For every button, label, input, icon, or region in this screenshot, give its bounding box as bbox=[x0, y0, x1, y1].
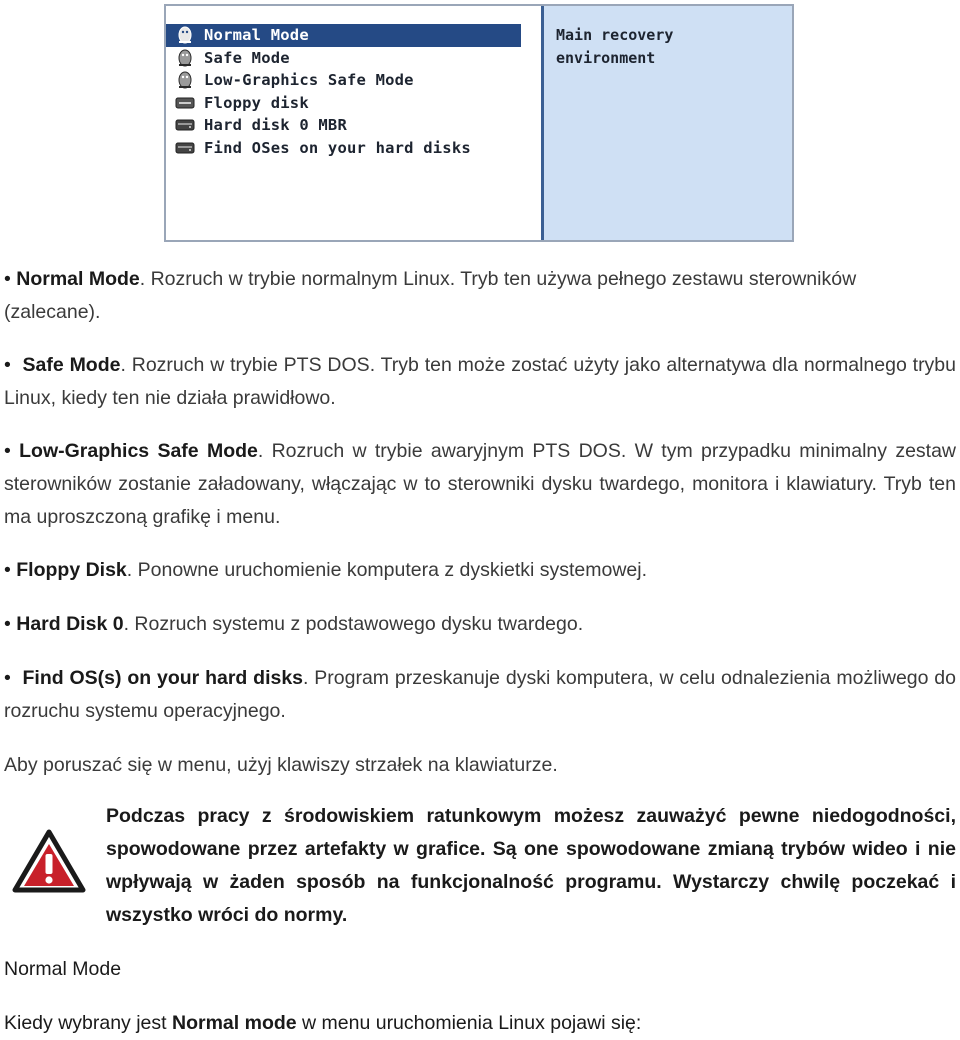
linux-penguin-icon bbox=[174, 49, 196, 67]
boot-item-safe-mode[interactable] bbox=[166, 47, 541, 70]
list-item-normal-mode bbox=[4, 263, 956, 329]
bullet: • bbox=[4, 667, 11, 689]
term-low-graphics-safe-mode: Low-Graphics Safe Mode bbox=[19, 440, 258, 462]
closing-line-end: w menu uruchomienia Linux pojawi się: bbox=[296, 1012, 642, 1034]
description-floppy-disk: . Ponowne uruchomienie komputera z dyskietki systemowej. bbox=[126, 559, 648, 581]
closing-line bbox=[4, 1007, 956, 1040]
hard-disk-icon bbox=[174, 139, 196, 157]
section-heading-normal-mode: Normal Mode bbox=[4, 958, 122, 980]
description-hard-disk-0: . Rozruch systemu z podstawowego dysku twardego. bbox=[123, 613, 584, 635]
warning-icon bbox=[12, 828, 86, 894]
linux-penguin-icon bbox=[174, 26, 196, 44]
navigation-hint: Aby poruszać się w menu, użyj klawiszy strzałek na klawiaturze. bbox=[4, 754, 558, 776]
description-normal-mode: . Rozruch w trybie normalnym Linux. Tryb ten używa pełnego zestawu sterowników (zalecane). bbox=[4, 268, 857, 323]
bullet: • bbox=[4, 559, 11, 581]
description-find-os: . Program przeskanuje dyski komputera, w celu odnalezienia możliwego do rozruchu systemu operacyjnego. bbox=[4, 667, 956, 722]
boot-menu-screenshot bbox=[164, 4, 794, 242]
bullet: • bbox=[4, 268, 11, 290]
boot-item-find-oses[interactable] bbox=[166, 137, 541, 160]
list-item-safe-mode bbox=[4, 349, 956, 415]
list-item-low-graphics-safe-mode bbox=[4, 435, 956, 534]
linux-penguin-icon bbox=[174, 71, 196, 89]
bullet: • bbox=[4, 354, 11, 376]
term-floppy-disk: Floppy Disk bbox=[16, 559, 127, 581]
description-line: environment bbox=[556, 49, 656, 67]
description-line: Main recovery bbox=[556, 26, 674, 44]
hard-disk-icon bbox=[174, 116, 196, 134]
warning-note bbox=[0, 800, 960, 940]
boot-item-label: Find OSes on your hard disks bbox=[204, 138, 471, 157]
boot-item-label: Low-Graphics Safe Mode bbox=[204, 71, 414, 90]
floppy-drive-icon bbox=[174, 94, 196, 112]
closing-line-bold: Normal mode bbox=[172, 1012, 297, 1034]
boot-menu-list bbox=[166, 6, 544, 240]
warning-text: Podczas pracy z środowiskiem ratunkowym możesz zauważyć pewne niedogodności, spowodowane przez artefakty w grafice. Są one spowodowane zmianą trybów wideo i nie wpływają w żaden sposób na funkcjonalność programu. Wystarczy chwilę poczekać i wszystko wróci do normy. bbox=[106, 805, 956, 926]
term-hard-disk-0: Hard Disk 0 bbox=[16, 613, 124, 635]
bullet: • bbox=[4, 440, 11, 462]
boot-item-label: Normal Mode bbox=[204, 26, 309, 45]
list-item-hard-disk-0 bbox=[4, 608, 956, 641]
boot-item-floppy-disk[interactable] bbox=[166, 92, 541, 115]
list-item-floppy-disk bbox=[4, 554, 956, 587]
description-low-graphics-safe-mode: . Rozruch w trybie awaryjnym PTS DOS. W tym przypadku minimalny zestaw sterowników zostanie załadowany, włączając w to sterowniki dysku twardego, monitora i klawiatury. Tryb ten ma uproszczoną grafikę i menu. bbox=[4, 440, 957, 528]
boot-item-normal-mode[interactable] bbox=[166, 24, 521, 47]
boot-item-hard-disk-0-mbr[interactable] bbox=[166, 114, 541, 137]
boot-menu-description-panel bbox=[544, 6, 792, 240]
term-safe-mode: Safe Mode bbox=[22, 354, 121, 376]
boot-item-label: Floppy disk bbox=[204, 93, 309, 112]
term-normal-mode: Normal Mode bbox=[16, 268, 140, 290]
boot-item-label: Hard disk 0 MBR bbox=[204, 116, 347, 135]
boot-item-label: Safe Mode bbox=[204, 48, 290, 67]
bullet: • bbox=[4, 613, 11, 635]
list-item-find-os bbox=[4, 662, 956, 728]
boot-item-low-graphics-safe-mode[interactable] bbox=[166, 69, 541, 92]
term-find-os: Find OS(s) on your hard disks bbox=[22, 667, 304, 689]
description-safe-mode: . Rozruch w trybie PTS DOS. Tryb ten może zostać użyty jako alternatywa dla normalnego trybu Linux, kiedy ten nie działa prawidłowo. bbox=[4, 354, 956, 409]
closing-line-start: Kiedy wybrany jest bbox=[4, 1012, 172, 1034]
